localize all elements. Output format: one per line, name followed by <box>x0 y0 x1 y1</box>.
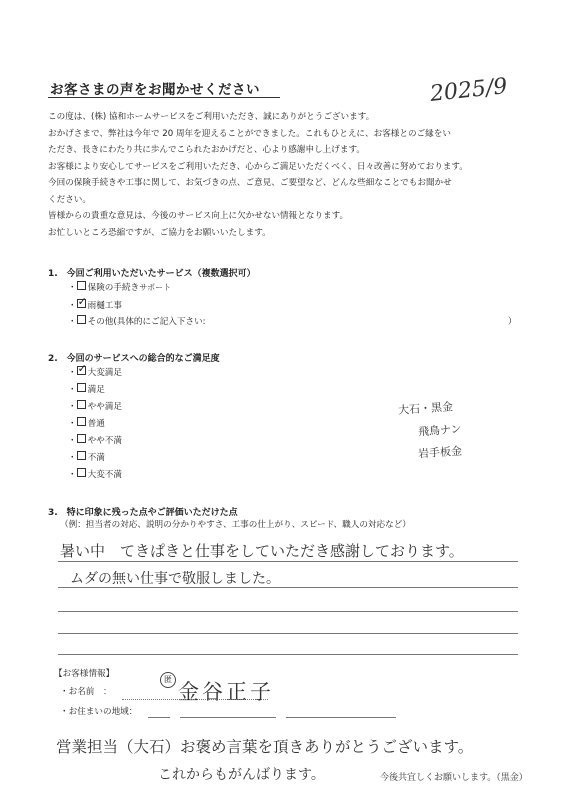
answer-line <box>58 561 518 562</box>
q1-option-insurance[interactable]: ・ 保険の手続きサポート <box>68 283 172 293</box>
option-label: 不満 <box>87 453 105 463</box>
checkbox-checked[interactable] <box>77 362 87 375</box>
title-underline <box>48 97 280 98</box>
q1-option-gutter[interactable]: ・ ✓ 雨樋工事 <box>68 295 122 311</box>
intro-line: ください。 <box>48 194 91 205</box>
option-label: 大変不満 <box>87 470 122 480</box>
checkbox[interactable] <box>77 400 86 409</box>
intro-line: この度は、(株) 協和ホームサービスをご利用いただき、誠にありがとうございます。 <box>48 112 375 122</box>
intro-line: ただき、長きにわたり共に歩んでこられたおかげだと、心より感謝申し上げます。 <box>48 145 365 155</box>
address-field-line[interactable] <box>148 717 170 718</box>
intro-line: 今回の保険手続きや工事に関して、お気づきの点、ご意見、ご要望など、どんな些細なことでもお聞かせ <box>48 178 452 188</box>
option-label: 保険の手続き <box>87 283 140 293</box>
question-1-title: 1. 今回ご利用いただいたサービス（複数選択可） <box>48 269 256 279</box>
handwritten-date: 2025/9 <box>428 74 509 107</box>
customer-name[interactable]: 金谷正子 <box>178 680 274 704</box>
option-label: 満足 <box>87 385 105 395</box>
option-label: やや満足 <box>87 402 122 412</box>
checkbox[interactable] <box>77 451 86 460</box>
page-title: お客さまの声をお聞かせください <box>50 82 260 98</box>
q2-option[interactable]: ・ やや不満 <box>68 436 122 446</box>
intro-line: お客様により安心してサービスをご利用いただき、心からご満足いただくべく、日々改善に努めております。 <box>48 161 468 172</box>
intro-line: 皆様からの貴重な意見は、今後のサービス向上に欠かせない情報となります。 <box>48 211 349 221</box>
address-field-line[interactable] <box>180 717 276 718</box>
handwritten-side-note: 岩手板金 <box>417 444 463 461</box>
address-field-line[interactable] <box>286 717 396 718</box>
answer-line <box>58 633 518 634</box>
question-3-subtitle: （例：担当者の対応、説明の分かりやすさ、工事の仕上がり、スピード、職人の対応など） <box>60 520 411 530</box>
option-label: 雨樋工事 <box>87 301 122 311</box>
checkbox-checked[interactable] <box>77 295 87 308</box>
checkbox[interactable] <box>77 434 86 443</box>
address-label: ・お住まいの地域： <box>60 707 138 717</box>
checkbox[interactable] <box>77 417 86 426</box>
question-2-title: 2. 今回のサービスへの総合的なご満足度 <box>48 354 220 364</box>
check-mark-icon: ✓ <box>77 362 87 375</box>
q2-option[interactable]: ・ ✓ 大変満足 <box>68 362 122 378</box>
intro-text <box>48 109 518 241</box>
option-label: 普通 <box>87 419 105 429</box>
checkbox[interactable] <box>77 383 86 392</box>
other-close-paren: ） <box>508 317 517 327</box>
name-label: ・お名前 ： <box>60 687 112 697</box>
question-3-title: 3. 特に印象に残った点やご評価いただけた点 <box>48 508 238 518</box>
checkbox[interactable] <box>77 468 86 477</box>
answer-line <box>58 654 518 655</box>
q2-option[interactable]: ・ 普通 <box>68 419 105 429</box>
checkbox[interactable] <box>77 281 86 290</box>
customer-section-label: 【お客様情報】 <box>54 669 115 679</box>
handwritten-answer: ムダの無い仕事で敬服しました。 <box>70 571 280 587</box>
q1-option-other[interactable]: ・ その他(具体的にご記入下さい: <box>68 317 206 327</box>
handwritten-note: サポート <box>139 283 172 292</box>
check-mark-icon: ✓ <box>77 295 87 308</box>
footer-note-small: 今後共宜しくお願いします。（黒金） <box>380 773 528 783</box>
handwritten-answer: 暑い中 てきぱきと仕事をしていただき感謝しております。 <box>60 542 464 560</box>
q2-option[interactable]: ・ 大変不満 <box>68 470 122 480</box>
checkbox[interactable] <box>77 315 86 324</box>
q2-option[interactable]: ・ やや満足 <box>68 402 122 412</box>
intro-line: おかげさまで、弊社は今年で 20 周年を迎えることができました。これもひとえに、お客様とのご縁をい <box>48 128 451 139</box>
option-label: その他(具体的にご記入下さい: <box>87 317 206 327</box>
handwritten-side-note: 大石・黒金 <box>397 400 454 417</box>
footer-note-line-1: 営業担当（大石）お褒め言葉を頂きありがとうございます。 <box>56 738 474 756</box>
handwritten-side-note: 飛鳥ナン <box>417 422 462 439</box>
footer-note-line-2: これからもがんばります。 <box>158 767 325 783</box>
intro-line: お忙しいところ恐縮ですが、ご協力をお願いいたします。 <box>48 227 271 238</box>
q2-option[interactable]: ・ 満足 <box>68 385 105 395</box>
answer-line <box>58 611 518 612</box>
option-label: 大変満足 <box>87 368 122 378</box>
name-stamp: 匿 <box>160 672 176 688</box>
q2-option[interactable]: ・ 不満 <box>68 453 105 463</box>
option-label: やや不満 <box>87 436 122 446</box>
